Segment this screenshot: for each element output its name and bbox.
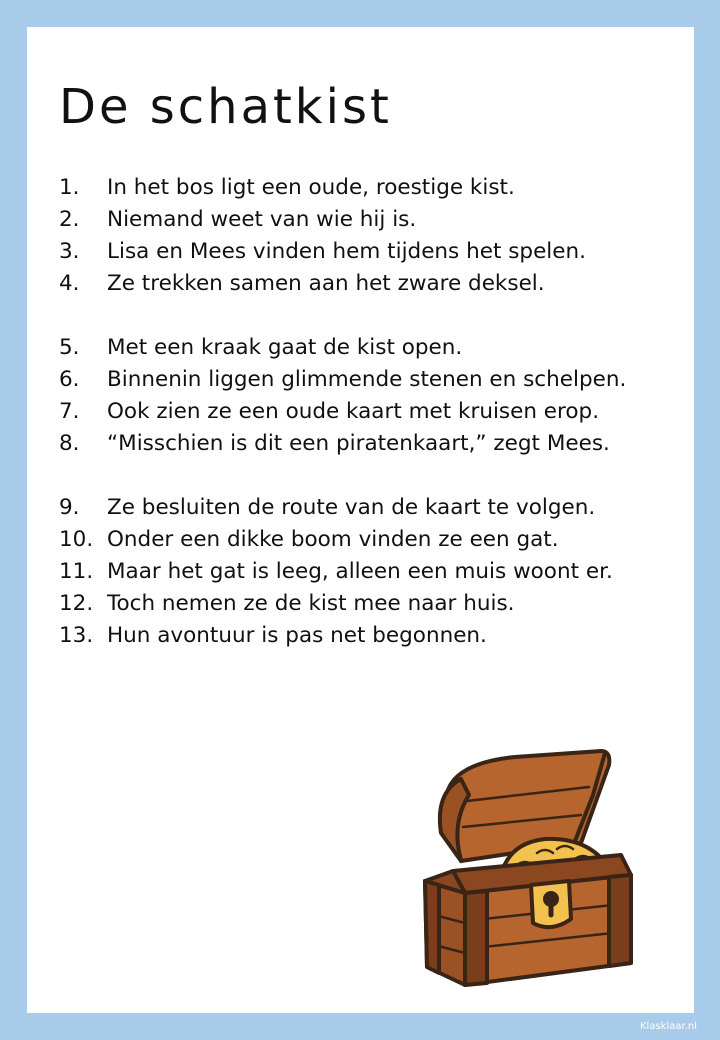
line-text: Toch nemen ze de kist mee naar huis. (107, 590, 515, 616)
line-number: 6. (59, 366, 80, 392)
list-item (59, 427, 626, 459)
list-item (59, 331, 626, 363)
list-item (59, 587, 626, 619)
list-item (59, 555, 626, 587)
line-number: 1. (59, 174, 80, 200)
sentence-list (59, 171, 626, 651)
list-item (59, 235, 626, 267)
list-item (59, 171, 626, 203)
line-text: Met een kraak gaat de kist open. (107, 334, 463, 360)
footer-brand: Klasklaar.nl (640, 1021, 697, 1032)
line-number: 3. (59, 238, 80, 264)
line-number: 12. (59, 590, 94, 616)
line-text: Lisa en Mees vinden hem tijdens het spelen. (107, 238, 586, 264)
line-text: Binnenin liggen glimmende stenen en schelpen. (107, 366, 627, 392)
line-text: Ze trekken samen aan het zware deksel. (107, 270, 545, 296)
list-item (59, 267, 626, 299)
list-item (59, 491, 626, 523)
line-text: Onder een dikke boom vinden ze een gat. (107, 526, 559, 552)
line-text: Maar het gat is leeg, alleen een muis woont er. (107, 558, 613, 584)
line-number: 5. (59, 334, 80, 360)
line-number: 13. (59, 622, 94, 648)
list-item (59, 395, 626, 427)
line-number: 11. (59, 558, 94, 584)
list-item (59, 363, 626, 395)
line-text: “Misschien is dit een piratenkaart,” zegt Mees. (107, 430, 610, 456)
page-title: De schatkist (59, 79, 392, 135)
line-text: In het bos ligt een oude, roestige kist. (107, 174, 515, 200)
line-number: 2. (59, 206, 80, 232)
list-item (59, 619, 626, 651)
line-text: Ook zien ze een oude kaart met kruisen erop. (107, 398, 600, 424)
line-text: Ze besluiten de route van de kaart te volgen. (107, 494, 596, 520)
treasure-chest-icon (405, 723, 665, 993)
line-number: 8. (59, 430, 80, 456)
line-text: Niemand weet van wie hij is. (107, 206, 417, 232)
line-number: 10. (59, 526, 94, 552)
line-number: 9. (59, 494, 80, 520)
line-number: 7. (59, 398, 80, 424)
line-text: Hun avontuur is pas net begonnen. (107, 622, 487, 648)
reading-card (27, 27, 694, 1013)
list-item (59, 203, 626, 235)
list-item (59, 523, 626, 555)
line-number: 4. (59, 270, 80, 296)
